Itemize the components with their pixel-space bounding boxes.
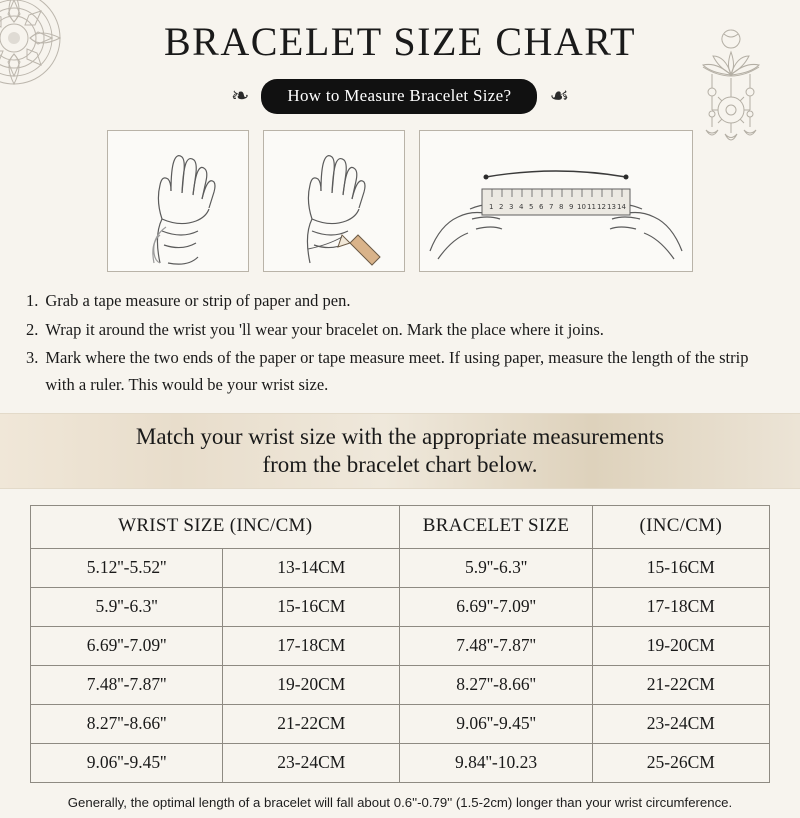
- wrist-cm-cell: 15-16CM: [223, 587, 400, 626]
- table-row: [31, 626, 770, 665]
- table-row: [31, 704, 770, 743]
- wrist-cm-cell: 19-20CM: [223, 665, 400, 704]
- subtitle-row: [0, 79, 800, 114]
- banner-line-1: Match your wrist size with the appropriate measurements: [135, 424, 665, 450]
- wrist-inch-cell: 8.27''-8.66'': [31, 704, 223, 743]
- wrist-inch-cell: 7.48''-7.87'': [31, 665, 223, 704]
- wrist-inch-cell: 6.69''-7.09'': [31, 626, 223, 665]
- svg-text:13: 13: [607, 203, 616, 211]
- svg-text:7: 7: [549, 203, 554, 211]
- page-title: BRACELET SIZE CHART: [163, 19, 637, 64]
- bracelet-cm-cell: 17-18CM: [592, 587, 769, 626]
- svg-text:14: 14: [617, 203, 626, 211]
- svg-text:12: 12: [597, 203, 606, 211]
- bracelet-cm-cell: 15-16CM: [592, 548, 769, 587]
- size-chart-table: [30, 505, 770, 783]
- table-row: [31, 665, 770, 704]
- wrist-inch-cell: 5.12''-5.52'': [31, 548, 223, 587]
- step-text: Mark where the two ends of the paper or tape measure meet. If using paper, measure the length of the strip with a ruler. This would be your wrist size.: [45, 348, 749, 395]
- table-header-row: [31, 505, 770, 548]
- svg-text:10: 10: [577, 203, 586, 211]
- bracelet-cm-cell: 21-22CM: [592, 665, 769, 704]
- bracelet-cm-cell: 23-24CM: [592, 704, 769, 743]
- wrist-size-header: WRIST SIZE (INC/CM): [31, 505, 400, 548]
- bracelet-unit-header: (INC/CM): [592, 505, 769, 548]
- svg-text:11: 11: [587, 203, 596, 211]
- list-item: [26, 345, 774, 398]
- bracelet-inch-cell: 5.9''-6.3'': [400, 548, 592, 587]
- footnote-text: Generally, the optimal length of a bracelet will fall about 0.6''-0.79'' (1.5-2cm) longer than your wrist circumference.: [67, 794, 733, 810]
- svg-text:9: 9: [569, 203, 574, 211]
- table-row: [31, 743, 770, 782]
- svg-text:2: 2: [499, 203, 504, 211]
- svg-text:5: 5: [529, 203, 534, 211]
- svg-text:1: 1: [489, 203, 494, 211]
- bracelet-cm-cell: 25-26CM: [592, 743, 769, 782]
- wrist-cm-cell: 17-18CM: [223, 626, 400, 665]
- bracelet-inch-cell: 7.48''-7.87'': [400, 626, 592, 665]
- step-text: Grab a tape measure or strip of paper and pen.: [45, 291, 351, 310]
- bracelet-inch-cell: 9.06''-9.45'': [400, 704, 592, 743]
- measure-steps-list: [26, 288, 774, 399]
- illustration-row: [0, 130, 800, 272]
- bracelet-size-header: BRACELET SIZE: [400, 505, 592, 548]
- wrist-inch-cell: 5.9''-6.3'': [31, 587, 223, 626]
- wrist-cm-cell: 13-14CM: [223, 548, 400, 587]
- svg-text:3: 3: [509, 203, 514, 211]
- step-number: 3.: [26, 348, 39, 368]
- bracelet-inch-cell: 9.84''-10.23: [400, 743, 592, 782]
- bracelet-inch-cell: 8.27''-8.66'': [400, 665, 592, 704]
- hand-with-paper-strip-illustration: [263, 130, 405, 272]
- wrist-inch-cell: 9.06''-9.45'': [31, 743, 223, 782]
- banner-line-2: from the bracelet chart below.: [262, 451, 538, 477]
- wrist-cm-cell: 23-24CM: [223, 743, 400, 782]
- list-item: [26, 317, 774, 344]
- how-to-measure-badge: How to Measure Bracelet Size?: [261, 79, 537, 114]
- svg-text:6: 6: [539, 203, 544, 211]
- match-size-banner: [0, 413, 800, 489]
- flourish-right-icon: ☙: [549, 84, 570, 109]
- step-number: 2.: [26, 319, 39, 339]
- svg-text:4: 4: [519, 203, 524, 211]
- flourish-left-icon: ❧: [230, 84, 250, 109]
- table-row: [31, 548, 770, 587]
- bracelet-inch-cell: 6.69''-7.09'': [400, 587, 592, 626]
- svg-text:8: 8: [559, 203, 564, 211]
- list-item: [26, 288, 774, 315]
- table-row: [31, 587, 770, 626]
- wrist-cm-cell: 21-22CM: [223, 704, 400, 743]
- hand-with-tape-measure-illustration: [107, 130, 249, 272]
- hands-measuring-strip-with-ruler-illustration: [419, 130, 693, 272]
- step-number: 1.: [26, 291, 39, 310]
- bracelet-cm-cell: 19-20CM: [592, 626, 769, 665]
- step-text: Wrap it around the wrist you 'll wear your bracelet on. Mark the place where it joins.: [45, 319, 604, 339]
